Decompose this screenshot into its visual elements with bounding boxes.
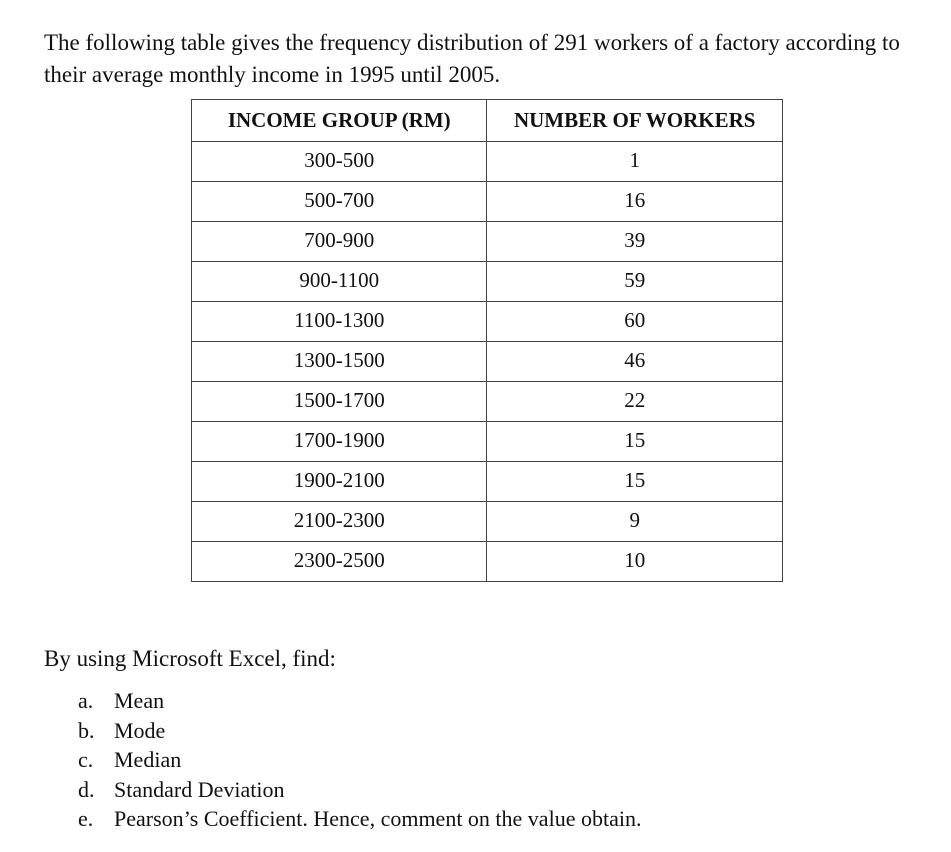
- header-number-of-workers: NUMBER OF WORKERS: [487, 100, 783, 142]
- list-item-text: Pearson’s Coefficient. Hence, comment on the value obtain.: [114, 806, 642, 831]
- workers-cell: 15: [487, 422, 783, 462]
- workers-cell: 1: [487, 142, 783, 182]
- income-group-cell: 1500-1700: [192, 382, 487, 422]
- list-item-text: Mode: [114, 717, 166, 743]
- list-item: [78, 716, 641, 746]
- workers-cell: 60: [487, 302, 783, 342]
- workers-cell: 46: [487, 342, 783, 382]
- list-marker: c.: [78, 747, 94, 772]
- intro-paragraph: The following table gives the frequency distribution of 291 workers of a factory according to their average monthly income in 1995 until 2005.: [44, 30, 900, 87]
- income-group-cell: 1700-1900: [192, 422, 487, 462]
- table-row: [192, 502, 783, 542]
- list-item-text: Standard Deviation: [114, 776, 285, 802]
- table-row: [192, 382, 783, 422]
- workers-cell: 59: [487, 262, 783, 302]
- workers-cell: 16: [487, 182, 783, 222]
- table-row: [192, 542, 783, 582]
- workers-cell: 39: [487, 222, 783, 262]
- income-group-cell: 1900-2100: [192, 462, 487, 502]
- list-item-text: Median: [114, 747, 182, 772]
- income-group-cell: 1100-1300: [192, 302, 487, 342]
- income-group-cell: 300-500: [192, 142, 487, 182]
- table-row: [192, 262, 783, 302]
- list-marker: b.: [78, 717, 95, 743]
- list-item: [78, 775, 641, 805]
- table-row: [192, 302, 783, 342]
- list-marker: e.: [78, 806, 94, 831]
- list-marker: a.: [78, 688, 94, 713]
- income-group-cell: 1300-1500: [192, 342, 487, 382]
- income-group-cell: 700-900: [192, 222, 487, 262]
- income-group-cell: 2300-2500: [192, 542, 487, 582]
- workers-cell: 22: [487, 382, 783, 422]
- income-group-cell: 900-1100: [192, 262, 487, 302]
- list-item: [78, 804, 641, 834]
- frequency-table: [191, 99, 783, 582]
- task-list: [78, 686, 641, 834]
- table-row: [192, 462, 783, 502]
- workers-cell: 10: [487, 542, 783, 582]
- list-item: [78, 686, 641, 716]
- table-row: [192, 422, 783, 462]
- income-group-cell: 500-700: [192, 182, 487, 222]
- list-item: [78, 745, 641, 775]
- workers-cell: 9: [487, 502, 783, 542]
- list-marker: d.: [78, 776, 95, 802]
- income-group-cell: 2100-2300: [192, 502, 487, 542]
- header-income-group: INCOME GROUP (RM): [192, 100, 487, 142]
- workers-cell: 15: [487, 462, 783, 502]
- table-row: [192, 182, 783, 222]
- table-header-row: [192, 100, 783, 142]
- table-row: [192, 142, 783, 182]
- list-item-text: Mean: [114, 688, 165, 713]
- table-row: [192, 342, 783, 382]
- instruction-text: By using Microsoft Excel, find:: [44, 646, 336, 671]
- table-row: [192, 222, 783, 262]
